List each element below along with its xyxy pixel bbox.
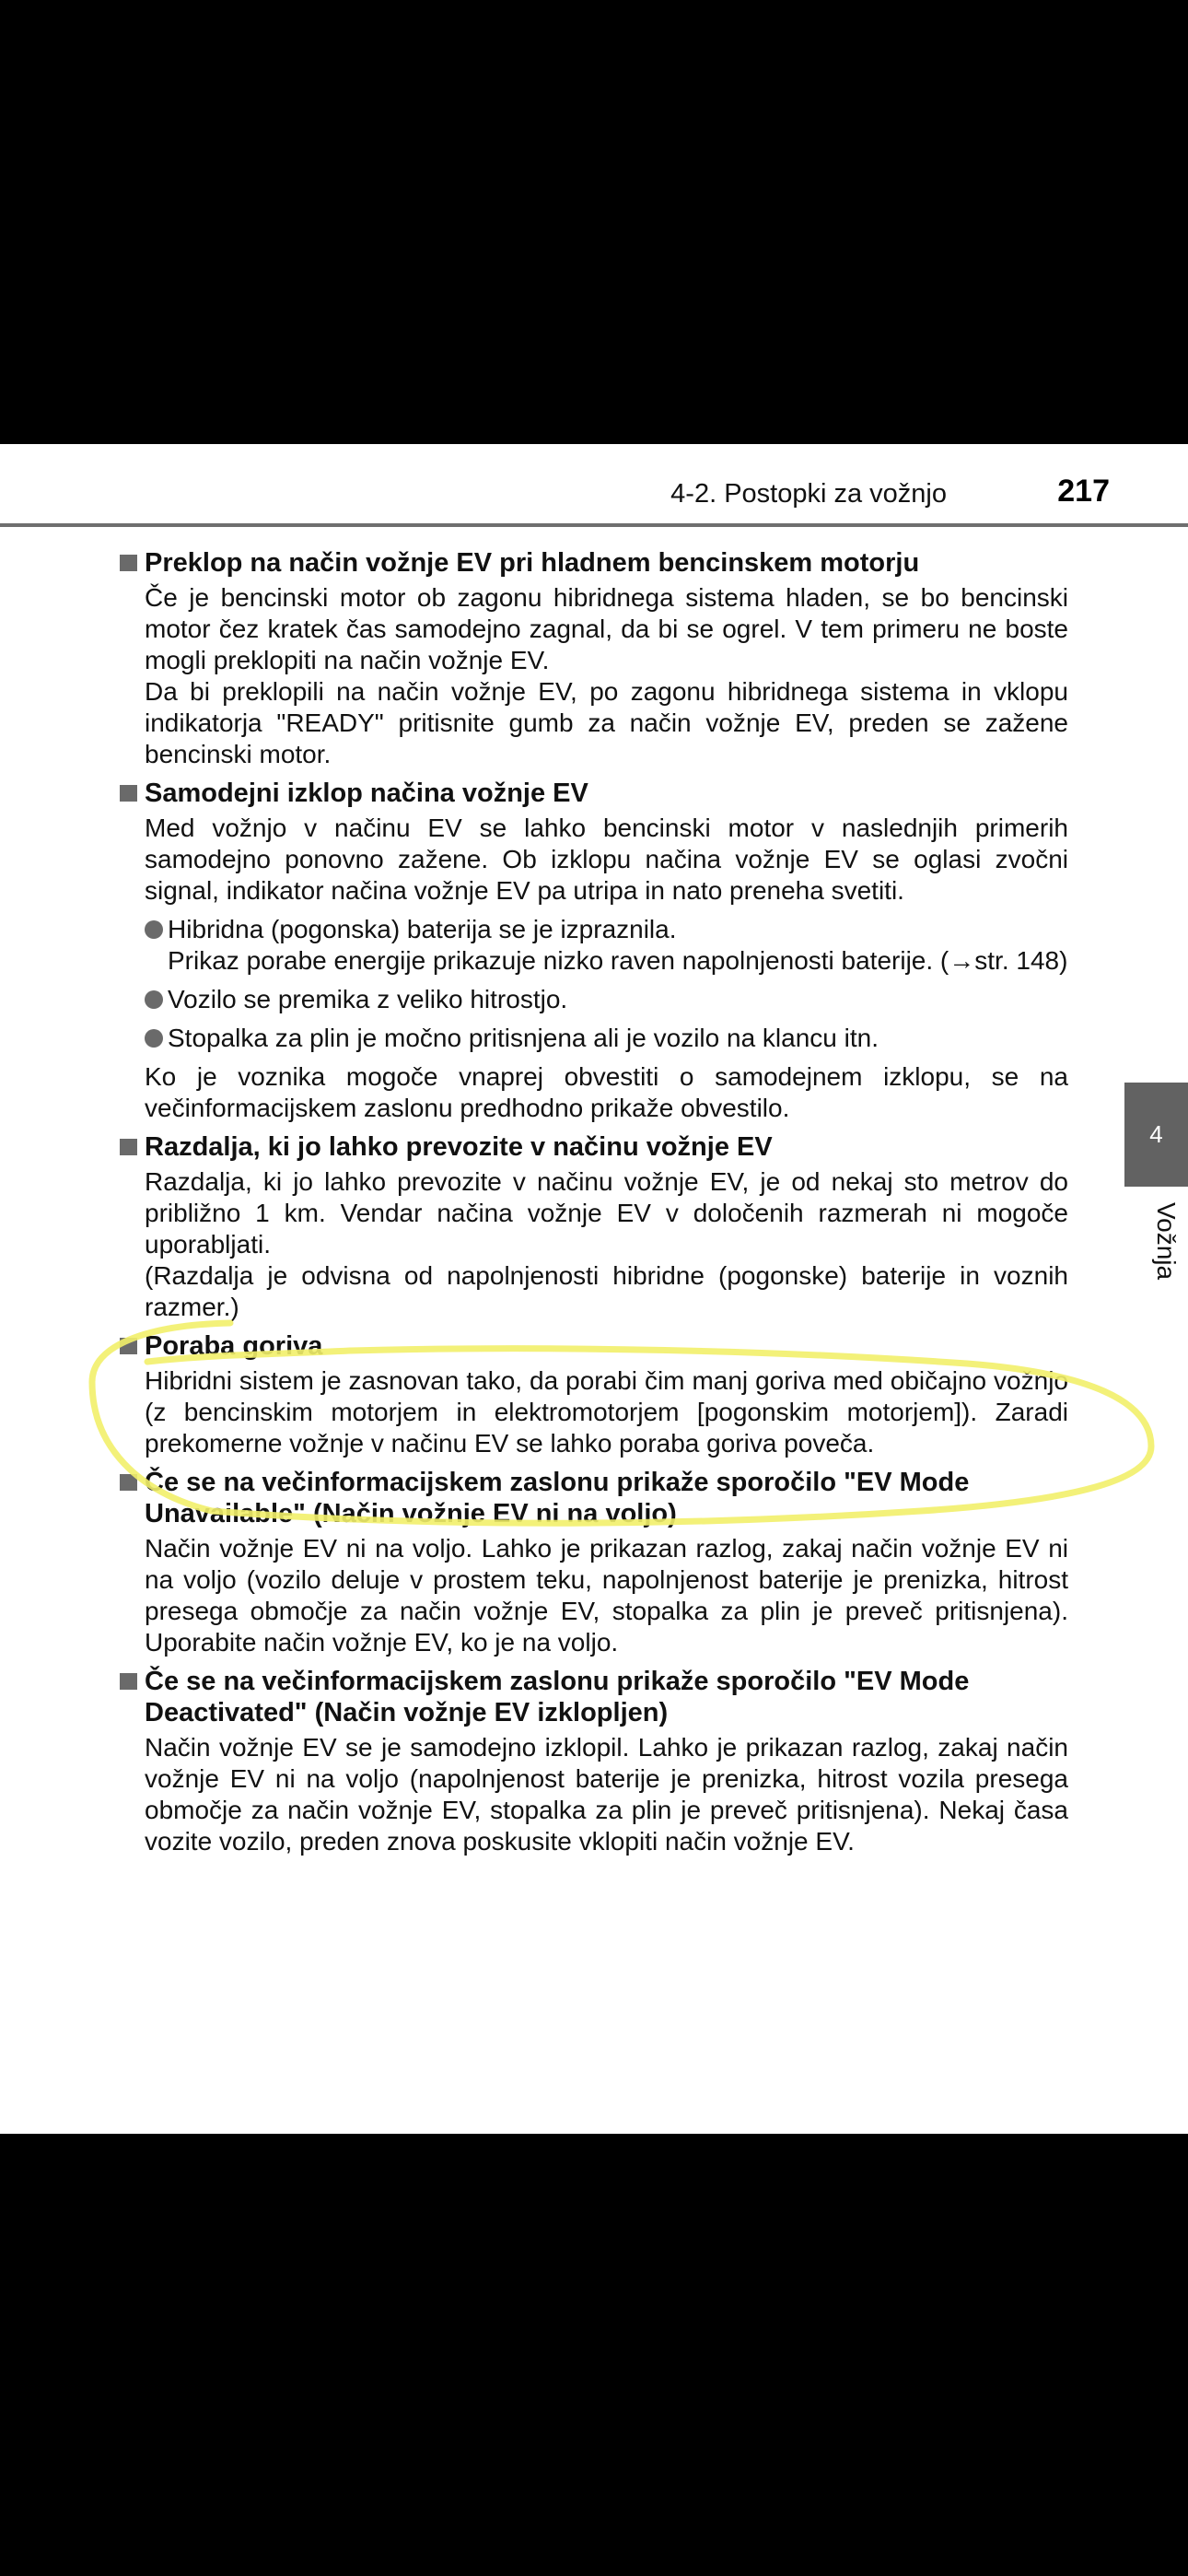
paragraph: Da bi preklopili na način vožnje EV, po zagonu hibridnega sistema in vklopu indikatorja "READY" pritisnite gumb za način vožnje EV, preden se zažene bencinski motor.: [145, 677, 1068, 768]
heading-ev-auto-off: Samodejni izklop načina vožnje EV: [120, 778, 1068, 809]
page-content: [120, 540, 1068, 1857]
paragraph: Način vožnje EV ni na voljo. Lahko je prikazan razlog, zakaj način vožnje EV ni na voljo (vozilo deluje v prostem teku, napolnjenost baterije je prenizka, hitrost presega območje za način vožnje EV, stopalka za plin je preveč pritisnjena). Uporabite način vožnje EV, ko je na voljo.: [145, 1534, 1068, 1657]
square-bullet-icon: [120, 1474, 137, 1491]
square-bullet-icon: [120, 1673, 137, 1690]
square-bullet-icon: [120, 1139, 137, 1155]
paragraph: Med vožnjo v načinu EV se lahko bencinski motor v naslednjih primerih samodejno ponovno zažene. Ob izklopu načina vožnje EV se oglasi zvočni signal, indikator načina vožnje EV pa utripa in nato preneha svetiti.: [145, 814, 1068, 905]
paragraph: Način vožnje EV se je samodejno izklopil. Lahko je prikazan razlog, zakaj način vožnje EV ni na voljo (napolnjenost baterije je prenizka, hitrost vozila presega območje za način vožnje EV, stopalka za plin je preveč pritisnjena). Nekaj časa vozite vozilo, preden znova poskusite vklopiti način vožnje EV.: [145, 1733, 1068, 1856]
chapter-label: Vožnja: [1152, 1202, 1181, 1281]
square-bullet-icon: [120, 555, 137, 571]
chapter-tab: [1124, 1083, 1188, 1187]
list-item: Vozilo se premika z veliko hitrostjo.: [145, 984, 1079, 1015]
page-number: 217: [1057, 474, 1110, 509]
heading-ev-range: Razdalja, ki jo lahko prevozite v načinu vožnje EV: [120, 1131, 1068, 1163]
list-item: Hibridna (pogonska) baterija se je izpraznila. Prikaz porabe energije prikazuje nizko raven napolnjenosti baterije. (→str. 148): [145, 914, 1079, 977]
paragraph: (Razdalja je odvisna od napolnjenosti hibridne (pogonske) baterije in voznih razmer.): [145, 1261, 1068, 1321]
heading-ev-deactivated: Če se na večinformacijskem zaslonu prikaže sporočilo "EV Mode Deactivated" (Način vožnje EV izklopljen): [120, 1666, 1068, 1728]
round-bullet-icon: [145, 990, 163, 1009]
list-item: Stopalka za plin je močno pritisnjena ali je vozilo na klancu itn.: [145, 1023, 1079, 1054]
square-bullet-icon: [120, 785, 137, 802]
chapter-number: 4: [1149, 1120, 1163, 1148]
square-bullet-icon: [120, 1338, 137, 1354]
list-item-detail: Prikaz porabe energije prikazuje nizko raven napolnjenosti baterije. (→str. 148): [168, 946, 1068, 975]
round-bullet-icon: [145, 1029, 163, 1048]
heading-ev-unavailable: Če se na večinformacijskem zaslonu prikaže sporočilo "EV Mode Unavailable" (Način vožnje EV ni na voljo): [120, 1467, 1068, 1529]
round-bullet-icon: [145, 920, 163, 939]
page-header: [0, 444, 1188, 527]
manual-page: [0, 444, 1188, 2134]
paragraph: Razdalja, ki jo lahko prevozite v načinu vožnje EV, je od nekaj sto metrov do približno 1 km. Vendar načina vožnje EV v določenih razmerah ni mogoče uporabljati.: [145, 1167, 1068, 1259]
section-title: 4-2. Postopki za vožnjo: [670, 479, 947, 509]
heading-fuel-consumption: Poraba goriva: [120, 1330, 1068, 1362]
paragraph: Hibridni sistem je zasnovan tako, da porabi čim manj goriva med običajno vožnjo (z bencinskim motorjem in elektromotorjem [pogonskim motorjem]). Zaradi prekomerne vožnje v načinu EV se lahko poraba goriva poveča.: [145, 1366, 1068, 1458]
paragraph: Če je bencinski motor ob zagonu hibridnega sistema hladen, se bo bencinski motor čez kratek čas samodejno zagnal, da bi se ogrel. V tem primeru ne boste mogli preklopiti na način vožnje EV.: [145, 583, 1068, 674]
heading-ev-cold-engine: Preklop na način vožnje EV pri hladnem bencinskem motorju: [120, 547, 1068, 579]
paragraph: Ko je voznika mogoče vnaprej obvestiti o samodejnem izklopu, se na večinformacijskem zaslonu predhodno prikaže obvestilo.: [145, 1062, 1068, 1122]
